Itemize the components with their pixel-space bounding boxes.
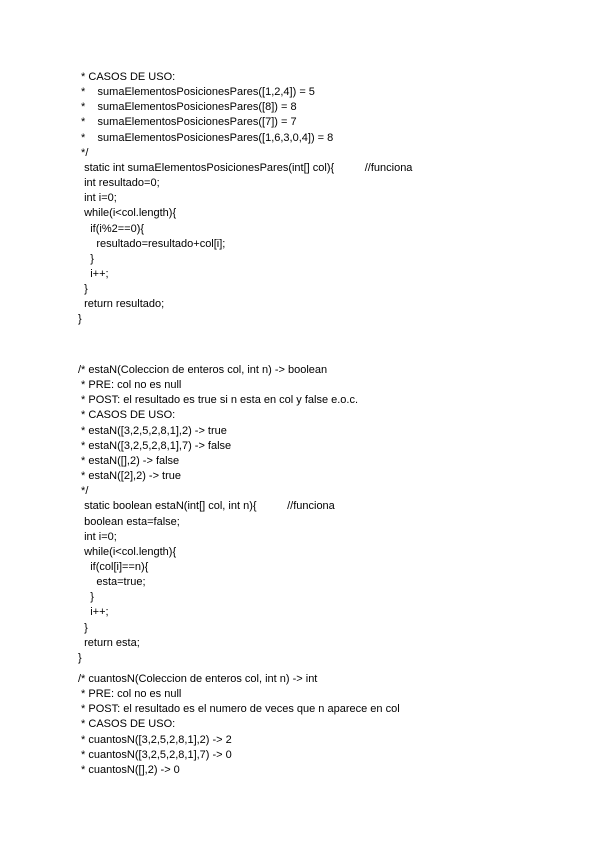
code-line: * sumaElementosPosicionesPares([1,6,3,0,4]) = 8	[78, 131, 334, 144]
code-line: if(col[i]==n){	[78, 560, 149, 573]
code-line: i++;	[78, 267, 109, 280]
code-line: int i=0;	[78, 192, 117, 205]
code-line: * estaN([2],2) -> true	[78, 470, 182, 483]
code-line: * estaN([],2) -> false	[78, 454, 180, 467]
code-line: if(i%2==0){	[78, 222, 145, 235]
code-line: * estaN([3,2,5,2,8,1],7) -> false	[78, 439, 232, 452]
code-line: while(i<col.length){	[78, 207, 177, 220]
code-line: /* estaN(Coleccion de enteros col, int n) -> boolean	[78, 364, 328, 376]
code-line: * CASOS DE USO:	[78, 718, 176, 731]
code-line: while(i<col.length){	[78, 545, 177, 558]
code-line: * CASOS DE USO:	[78, 409, 176, 422]
code-line: * estaN([3,2,5,2,8,1],2) -> true	[78, 424, 227, 437]
code-line: * PRE: col no es null	[78, 379, 182, 392]
code-line: static boolean estaN(int[] col, int n){ //funciona	[78, 500, 335, 513]
code-line: }	[78, 651, 82, 664]
code-line: return resultado;	[78, 298, 165, 311]
code-line: return esta;	[78, 636, 140, 649]
code-line: * cuantosN([],2) -> 0	[78, 763, 180, 776]
code-line: */	[78, 146, 89, 159]
code-line: int i=0;	[78, 530, 117, 543]
code-line: esta=true;	[78, 576, 146, 589]
code-line: }	[78, 252, 94, 265]
code-line: }	[78, 621, 88, 634]
code-line: * cuantosN([3,2,5,2,8,1],7) -> 0	[78, 748, 232, 761]
code-line: * sumaElementosPosicionesPares([7]) = 7	[78, 116, 297, 129]
code-line: resultado=resultado+col[i];	[78, 237, 226, 250]
code-line: */	[78, 485, 89, 498]
code-line: int resultado=0;	[78, 177, 160, 190]
code-line: }	[78, 313, 82, 326]
code-line: * sumaElementosPosicionesPares([8]) = 8	[78, 101, 297, 114]
code-line: * CASOS DE USO:	[78, 71, 176, 83]
code-line: }	[78, 591, 94, 604]
code-line: static int sumaElementosPosicionesPares(int[] col){ //funciona	[78, 161, 413, 174]
code-line: * sumaElementosPosicionesPares([1,2,4]) = 5	[78, 86, 315, 99]
code-line: * POST: el resultado es true si n esta en col y false e.o.c.	[78, 394, 359, 407]
code-line: * POST: el resultado es el numero de veces que n aparece en col	[78, 703, 400, 716]
code-line: i++;	[78, 606, 109, 619]
code-line: * PRE: col no es null	[78, 688, 182, 701]
code-line: }	[78, 283, 88, 296]
code-line: * cuantosN([3,2,5,2,8,1],2) -> 2	[78, 733, 232, 746]
code-line: boolean esta=false;	[78, 515, 180, 528]
code-line: /* cuantosN(Coleccion de enteros col, int n) -> int	[78, 673, 318, 685]
